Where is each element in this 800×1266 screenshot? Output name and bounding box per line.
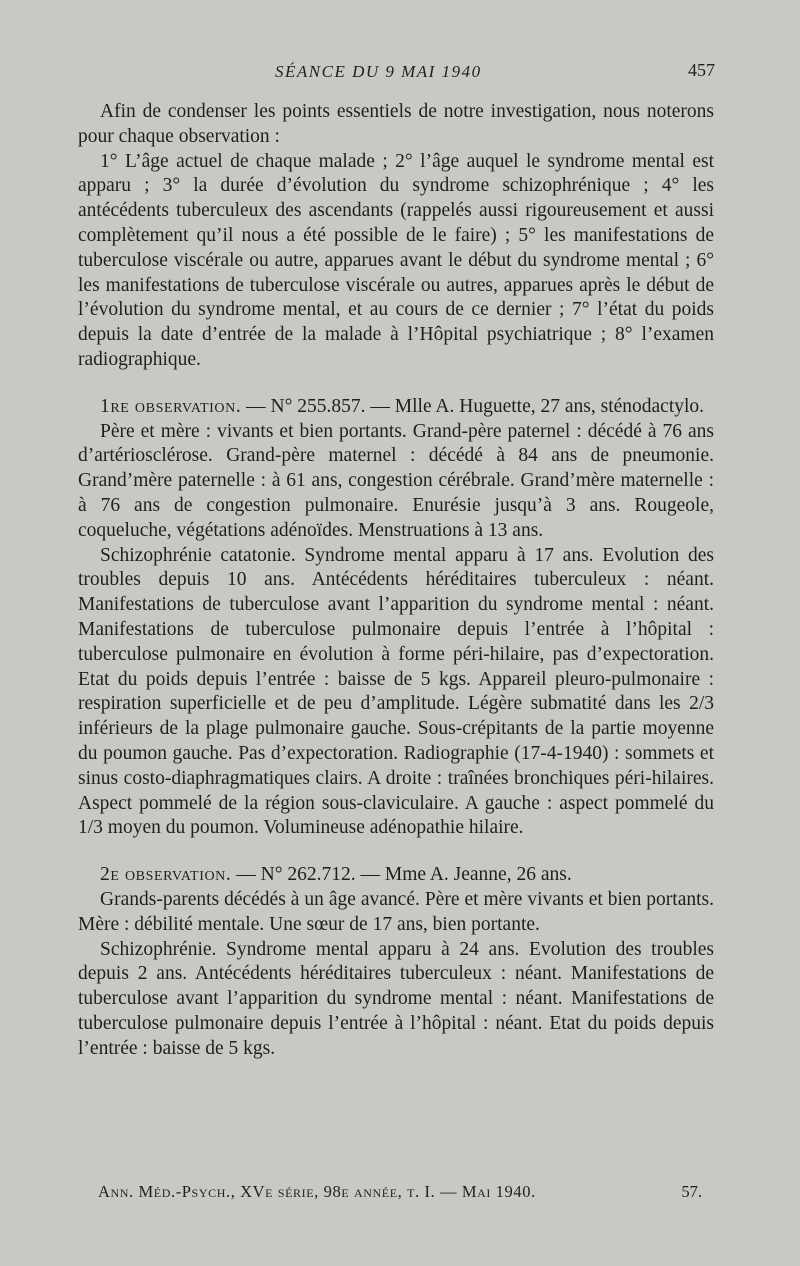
observation-2-clinical: Schizophrénie. Syndrome mental apparu à 24 ans. Evolution des troubles depuis 2 ans. Antécédents héréditaires tuberculeux : néant. Manifestations de tuberculose avant l’apparition du syndrome mental : néant. Manifestations de tuberculose pulmonaire depuis l’entrée à l’hôpital : néant. Etat du poids depuis l’entrée : baisse de 5 kgs. [78,938,714,1059]
observation-1-heading-text: — N° 255.857. — Mlle A. Huguette, 27 ans, sténodactylo. [241,395,705,417]
criteria-paragraph: 1° L’âge actuel de chaque malade ; 2° l’âge auquel le syndrome mental est apparu ; 3° la durée d’évolution du syndrome schizophrénique ; 4° les antécédents tuberculeux des ascendants (rappelés aussi rigoureusement et aussi complètement qu’il nous a été possible de le faire) ; 5° les manifestations de tuberculose viscérale ou autre, apparues avant le début du syndrome mental ; 6° les manifestations de tuberculose viscérale ou autres, apparues après le début de l’évolution du syndrome mental, et au cours de ce dernier ; 7° l’état du poids depuis la date d’entrée de la malade à l’Hôpital psychiatrique ; 8° l’examen radiographique. [78,150,714,370]
journal-citation: Ann. Méd.-Psych., XVe série, 98e année, t. I. — Mai 1940. [98,1182,536,1201]
intro-paragraph: Afin de condenser les points essentiels de notre investigation, nous noterons pour chaque observation : [78,101,714,147]
observation-2-history: Grands-parents décédés à un âge avancé. Père et mère vivants et bien portants. Mère : débilité mentale. Une sœur de 17 ans, bien portante. [78,888,714,935]
running-head: SÉANCE DU 9 MAI 1940 [275,62,482,81]
page-number: 457 [688,60,715,80]
sheet-number: 57. [681,1182,702,1201]
observation-2-heading [78,863,714,888]
observation-2-heading-text: — N° 262.712. — Mme A. Jeanne, 26 ans. [231,864,572,886]
page-header [0,58,800,88]
body-text [78,100,714,1061]
observation-2-label: 2e observation. [100,864,232,886]
observation-1-heading [78,395,714,420]
observation-1-label: 1re observation. [100,395,242,417]
observation-1-history: Père et mère : vivants et bien portants. Grand-père paternel : décédé à 76 ans d’artériosclérose. Grand-père maternel : décédé à 84 ans de pneumonie. Grand’mère paternelle : à 61 ans, congestion cérébrale. Grand’mère maternelle : à 76 ans de congestion pulmonaire. Enurésie jusqu’à 3 ans. Rougeole, coqueluche, végétations adénoïdes. Menstruations à 13 ans. [78,420,714,541]
observation-1-clinical: Schizophrénie catatonie. Syndrome mental apparu à 17 ans. Evolution des troubles depuis 10 ans. Antécédents héréditaires tuberculeux : néant. Manifestations de tuberculose avant l’apparition du syndrome mental : néant. Manifestations de tuberculose pulmonaire depuis l’entrée à l’hôpital : tuberculose pulmonaire en évolution à forme péri-hilaire, pas d’expectoration. Etat du poids depuis l’entrée : baisse de 5 kgs. Appareil pleuro-pulmonaire : respiration superficielle et de peu d’amplitude. Légère submatité dans les 2/3 inférieurs de la plage pulmonaire gauche. Sous-crépitants de la partie moyenne du poumon gauche. Pas d’expectoration. Radiographie (17-4-1940) : sommets et sinus costo-diaphragmatiques clairs. A droite : traînées bronchiques péri-hilaires. Aspect pommelé de la région sous-claviculaire. A gauche : aspect pommelé du 1/3 moyen du poumon. Volumineuse adénopathie hilaire. [78,544,714,839]
page-footer [98,1182,710,1202]
